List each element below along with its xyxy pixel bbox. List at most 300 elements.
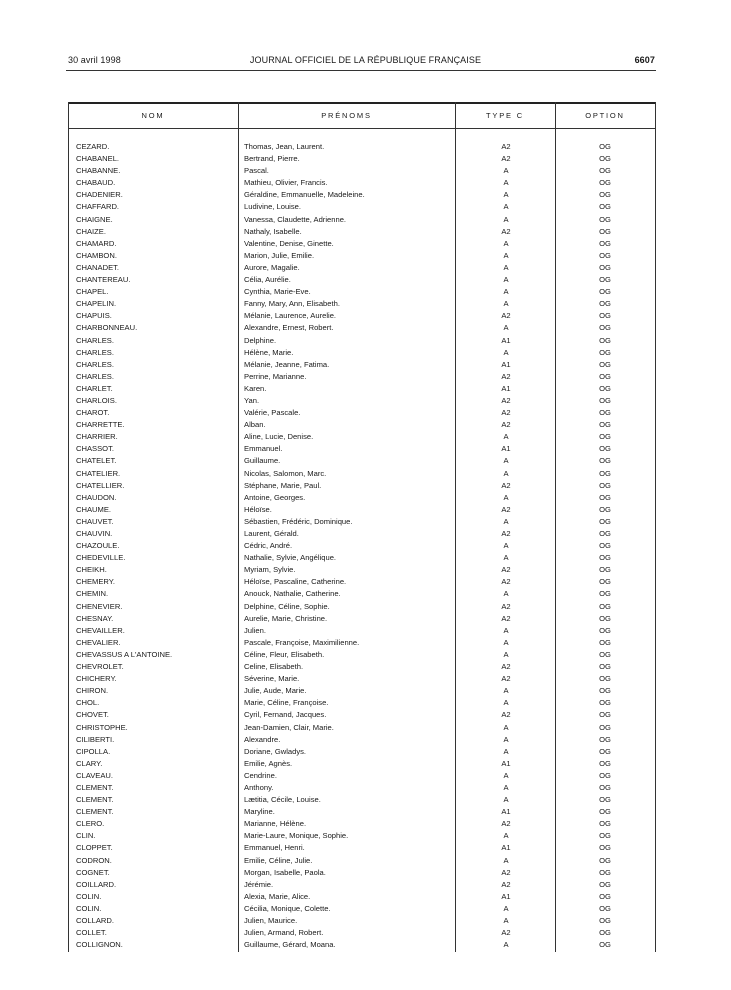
cell-nom: CHAROT. — [76, 408, 110, 418]
cell-option: OG — [599, 843, 611, 853]
cell-prenoms: Yan. — [244, 395, 260, 405]
cell-type: A — [503, 831, 509, 841]
cell-nom: CLEMENT. — [76, 807, 114, 817]
cell-prenoms: Guillaume. — [244, 456, 281, 466]
cell-prenoms: Valérie, Pascale. — [244, 408, 301, 418]
cell-type: A1 — [501, 444, 511, 454]
cell-nom: CHANTEREAU. — [76, 275, 131, 285]
table-row — [68, 673, 656, 685]
cell-option: OG — [599, 686, 611, 696]
cell-option: OG — [599, 589, 611, 599]
cell-nom: CIPOLLA. — [76, 746, 111, 756]
cell-type: A1 — [501, 807, 511, 817]
cell-prenoms: Laurent, Gérald. — [244, 529, 299, 538]
table-row — [68, 842, 656, 854]
cell-option: OG — [599, 940, 611, 950]
cell-nom: CHICHERY. — [76, 674, 117, 684]
cell-prenoms: Hélène, Marie. — [244, 347, 294, 357]
cell-option: OG — [599, 492, 611, 502]
cell-nom: CHAUVET. — [76, 516, 114, 526]
table-row — [68, 262, 656, 274]
table-row — [68, 153, 656, 165]
cell-nom: CLERO. — [76, 819, 105, 829]
cell-prenoms: Delphine. — [244, 335, 277, 345]
cell-nom: COILLARD. — [76, 879, 117, 889]
table-row — [68, 516, 656, 528]
cell-type: A2 — [501, 710, 511, 720]
cell-option: OG — [599, 782, 611, 792]
cell-prenoms: Anthony. — [244, 782, 274, 792]
cell-type: A2 — [501, 154, 511, 164]
cell-type: A — [503, 734, 509, 744]
table-row — [68, 794, 656, 806]
cell-prenoms: Emilie, Agnès. — [244, 758, 293, 768]
cell-type: A2 — [501, 613, 511, 623]
table-row — [68, 310, 656, 322]
table-row — [68, 903, 656, 915]
cell-option: OG — [599, 529, 611, 538]
cell-option: OG — [599, 819, 611, 829]
cell-type: A1 — [501, 335, 511, 345]
cell-type: A2 — [501, 142, 511, 151]
cell-option: OG — [599, 238, 611, 248]
cell-prenoms: Célia, Aurélie. — [244, 275, 291, 285]
cell-nom: CHAIZE. — [76, 226, 106, 236]
table-row — [68, 637, 656, 649]
table-row — [68, 250, 656, 262]
cell-option: OG — [599, 637, 611, 647]
cell-prenoms: Guillaume, Gérard, Moana. — [244, 940, 336, 950]
cell-type: A — [503, 795, 509, 805]
cell-nom: CHAFFARD. — [76, 202, 120, 212]
cell-prenoms: Cécilia, Monique, Colette. — [244, 903, 331, 913]
table-row — [68, 335, 656, 347]
cell-option: OG — [599, 468, 611, 478]
table-row — [68, 455, 656, 467]
cell-nom: COLIN. — [76, 903, 102, 913]
table-row — [68, 806, 656, 818]
cell-type: A2 — [501, 226, 511, 236]
cell-prenoms: Nathalie, Sylvie, Angélique. — [244, 553, 337, 563]
cell-type: A — [503, 202, 509, 212]
cell-option: OG — [599, 250, 611, 260]
cell-prenoms: Valentine, Denise, Ginette. — [244, 238, 334, 248]
cell-option: OG — [599, 674, 611, 684]
cell-nom: CHRISTOPHE. — [76, 722, 128, 732]
cell-option: OG — [599, 359, 611, 369]
cell-nom: CHARBONNEAU. — [76, 323, 138, 333]
column-header-type: TYPE C — [486, 110, 524, 120]
cell-option: OG — [599, 807, 611, 817]
cell-prenoms: Jean-Damien, Clair, Marie. — [244, 722, 334, 732]
cell-option: OG — [599, 928, 611, 938]
cell-option: OG — [599, 795, 611, 805]
cell-nom: CHARRIER. — [76, 432, 118, 442]
cell-option: OG — [599, 166, 611, 176]
cell-prenoms: Marie-Laure, Monique, Sophie. — [244, 831, 349, 841]
cell-type: A2 — [501, 420, 511, 430]
page-date: 30 avril 1998 — [68, 55, 121, 65]
cell-type: A — [503, 275, 509, 285]
table-row — [68, 468, 656, 480]
cell-type: A — [503, 238, 509, 248]
cell-prenoms: Héloïse. — [244, 504, 272, 514]
table-row — [68, 855, 656, 867]
cell-prenoms: Cendrine. — [244, 770, 277, 780]
cell-prenoms: Mélanie, Jeanne, Fatima. — [244, 359, 330, 369]
cell-prenoms: Cédric, André. — [244, 541, 293, 551]
cell-type: A2 — [501, 674, 511, 684]
cell-nom: CHIRON. — [76, 686, 109, 696]
cell-prenoms: Alexandre. — [244, 734, 281, 744]
cell-option: OG — [599, 420, 611, 430]
cell-nom: CHAUVIN. — [76, 529, 113, 538]
cell-type: A2 — [501, 529, 511, 538]
cell-type: A — [503, 456, 509, 466]
table-row — [68, 383, 656, 395]
cell-type: A — [503, 722, 509, 732]
column-header-prenoms: PRÉNOMS — [321, 110, 372, 120]
cell-type: A — [503, 432, 509, 442]
page-number: 6607 — [634, 55, 655, 65]
cell-type: A2 — [501, 371, 511, 381]
cell-type: A2 — [501, 879, 511, 889]
table-row — [68, 697, 656, 709]
cell-prenoms: Marion, Julie, Emilie. — [244, 250, 315, 260]
cell-option: OG — [599, 142, 611, 151]
cell-option: OG — [599, 831, 611, 841]
header-rule — [66, 70, 656, 71]
cell-type: A2 — [501, 867, 511, 877]
cell-nom: CHAMBON. — [76, 250, 117, 260]
cell-nom: CLIN. — [76, 831, 96, 841]
table-row — [68, 226, 656, 238]
table-row — [68, 443, 656, 455]
cell-nom: CHARLES. — [76, 335, 114, 345]
cell-prenoms: Cyril, Fernand, Jacques. — [244, 710, 327, 720]
cell-nom: CODRON. — [76, 855, 112, 865]
cell-type: A — [503, 637, 509, 647]
cell-option: OG — [599, 504, 611, 514]
cell-nom: CHABANEL. — [76, 154, 120, 164]
cell-option: OG — [599, 190, 611, 200]
cell-nom: CHATELET. — [76, 456, 117, 466]
cell-type: A — [503, 287, 509, 297]
cell-nom: CHANADET. — [76, 262, 120, 272]
cell-nom: CHAPEL. — [76, 287, 109, 297]
table-row — [68, 238, 656, 250]
cell-type: A1 — [501, 843, 511, 853]
cell-type: A2 — [501, 819, 511, 829]
cell-prenoms: Julien, Armand, Robert. — [244, 928, 324, 938]
cell-nom: CHATELLIER. — [76, 480, 125, 490]
cell-nom: COGNET. — [76, 867, 110, 877]
cell-prenoms: Perrine, Marianne. — [244, 371, 307, 381]
cell-nom: CHARLOIS. — [76, 395, 117, 405]
cell-nom: CHARLES. — [76, 347, 114, 357]
cell-prenoms: Julie, Aude, Marie. — [244, 686, 307, 696]
cell-nom: CHAIGNE. — [76, 214, 113, 224]
cell-nom: CLARY. — [76, 758, 103, 768]
cell-nom: CHESNAY. — [76, 613, 114, 623]
table-row — [68, 891, 656, 903]
cell-option: OG — [599, 649, 611, 659]
table-row — [68, 141, 656, 153]
cell-nom: COLLARD. — [76, 916, 114, 925]
cell-type: A — [503, 903, 509, 913]
table-row — [68, 879, 656, 891]
cell-type: A — [503, 323, 509, 333]
cell-type: A — [503, 166, 509, 176]
cell-prenoms: Marianne, Hélène. — [244, 819, 307, 829]
cell-type: A2 — [501, 504, 511, 514]
cell-nom: CHAMARD. — [76, 238, 117, 248]
cell-prenoms: Alban. — [244, 420, 266, 430]
cell-option: OG — [599, 214, 611, 224]
cell-prenoms: Pascal. — [244, 166, 269, 176]
cell-option: OG — [599, 432, 611, 442]
cell-option: OG — [599, 625, 611, 635]
table-row — [68, 504, 656, 516]
cell-option: OG — [599, 480, 611, 490]
cell-type: A1 — [501, 758, 511, 768]
cell-option: OG — [599, 770, 611, 780]
cell-nom: CLEMENT. — [76, 782, 114, 792]
cell-option: OG — [599, 903, 611, 913]
cell-option: OG — [599, 262, 611, 272]
cell-nom: CHAUDON. — [76, 492, 117, 502]
cell-option: OG — [599, 311, 611, 321]
cell-nom: CHAPUIS. — [76, 311, 112, 321]
cell-prenoms: Karen. — [244, 383, 267, 393]
cell-option: OG — [599, 456, 611, 466]
cell-nom: CHEVALIER. — [76, 637, 121, 647]
cell-option: OG — [599, 662, 611, 672]
cell-nom: CHOVET. — [76, 710, 109, 720]
table-row — [68, 625, 656, 637]
cell-type: A — [503, 553, 509, 563]
cell-type: A2 — [501, 577, 511, 587]
cell-nom: CHEVASSUS A L'ANTOINE. — [76, 649, 173, 659]
cell-option: OG — [599, 891, 611, 901]
cell-prenoms: Aline, Lucie, Denise. — [244, 432, 314, 442]
table-row — [68, 552, 656, 564]
table-row — [68, 939, 656, 951]
cell-type: A2 — [501, 928, 511, 938]
table-row — [68, 419, 656, 431]
cell-prenoms: Morgan, Isabelle, Paola. — [244, 867, 326, 877]
cell-nom: CHENEVIER. — [76, 601, 123, 611]
cell-prenoms: Céline, Fleur, Elisabeth. — [244, 649, 325, 659]
cell-prenoms: Alexandre, Ernest, Robert. — [244, 323, 334, 333]
cell-nom: CHABANNE. — [76, 166, 121, 176]
cell-prenoms: Celine, Elisabeth. — [244, 662, 304, 672]
cell-type: A2 — [501, 601, 511, 611]
cell-nom: COLIN. — [76, 891, 102, 901]
cell-nom: CHARLET. — [76, 383, 113, 393]
table-row — [68, 830, 656, 842]
cell-prenoms: Géraldine, Emmanuelle, Madeleine. — [244, 190, 365, 200]
table-row — [68, 189, 656, 201]
cell-type: A — [503, 746, 509, 756]
cell-option: OG — [599, 408, 611, 418]
cell-nom: CHADENIER. — [76, 190, 123, 200]
cell-type: A1 — [501, 891, 511, 901]
cell-prenoms: Doriane, Gwladys. — [244, 746, 307, 756]
cell-prenoms: Jérémie. — [244, 879, 274, 889]
cell-nom: CHEMIN. — [76, 589, 109, 599]
table-row — [68, 274, 656, 286]
cell-prenoms: Stéphane, Marie, Paul. — [244, 480, 322, 490]
table-row — [68, 540, 656, 552]
cell-nom: CEZARD. — [76, 142, 110, 151]
cell-nom: CHEMERY. — [76, 577, 115, 587]
cell-option: OG — [599, 722, 611, 732]
cell-option: OG — [599, 178, 611, 188]
cell-type: A — [503, 492, 509, 502]
cell-prenoms: Antoine, Georges. — [244, 492, 306, 502]
cell-prenoms: Vanessa, Claudette, Adrienne. — [244, 214, 347, 224]
cell-option: OG — [599, 553, 611, 563]
cell-prenoms: Emmanuel, Henri. — [244, 843, 305, 853]
cell-option: OG — [599, 565, 611, 575]
table-row — [68, 564, 656, 576]
table-row — [68, 480, 656, 492]
cell-type: A — [503, 686, 509, 696]
results-table — [68, 102, 656, 952]
cell-prenoms: Delphine, Céline, Sophie. — [244, 601, 330, 611]
cell-prenoms: Thomas, Jean, Laurent. — [244, 142, 325, 151]
table-row — [68, 758, 656, 770]
table-row — [68, 709, 656, 721]
cell-option: OG — [599, 395, 611, 405]
table-row — [68, 685, 656, 697]
table-row — [68, 431, 656, 443]
cell-nom: CILIBERTI. — [76, 734, 115, 744]
cell-nom: CHEIKH. — [76, 565, 107, 575]
table-row — [68, 286, 656, 298]
table-row — [68, 601, 656, 613]
cell-prenoms: Pascale, Françoise, Maximilienne. — [244, 637, 360, 647]
cell-nom: CHEVAILLER. — [76, 625, 125, 635]
table-row — [68, 347, 656, 359]
table-row — [68, 818, 656, 830]
cell-nom: CHEDEVILLE. — [76, 553, 126, 563]
cell-prenoms: Héloïse, Pascaline, Catherine. — [244, 577, 347, 587]
cell-type: A2 — [501, 408, 511, 418]
cell-nom: CHOL. — [76, 698, 100, 708]
cell-prenoms: Ludivine, Louise. — [244, 202, 301, 212]
cell-nom: CHEVROLET. — [76, 662, 124, 672]
cell-nom: CHARLES. — [76, 359, 114, 369]
cell-prenoms: Aurelie, Marie, Christine. — [244, 613, 328, 623]
table-row — [68, 782, 656, 794]
cell-nom: COLLIGNON. — [76, 940, 123, 950]
cell-option: OG — [599, 613, 611, 623]
table-body — [68, 141, 656, 951]
cell-prenoms: Sébastien, Frédéric, Dominique. — [244, 516, 353, 526]
cell-option: OG — [599, 879, 611, 889]
cell-nom: COLLET. — [76, 928, 107, 938]
cell-type: A — [503, 940, 509, 950]
cell-type: A — [503, 625, 509, 635]
cell-type: A — [503, 649, 509, 659]
cell-type: A — [503, 516, 509, 526]
table-row — [68, 201, 656, 213]
table-row — [68, 746, 656, 758]
cell-prenoms: Nicolas, Salomon, Marc. — [244, 468, 327, 478]
cell-type: A — [503, 916, 509, 925]
cell-type: A2 — [501, 395, 511, 405]
cell-type: A2 — [501, 565, 511, 575]
cell-type: A — [503, 589, 509, 599]
table-row — [68, 298, 656, 310]
cell-nom: CHATELIER. — [76, 468, 121, 478]
cell-prenoms: Myriam, Sylvie. — [244, 565, 296, 575]
cell-nom: CLAVEAU. — [76, 770, 113, 780]
cell-prenoms: Maryline. — [244, 807, 275, 817]
cell-nom: CLEMENT. — [76, 795, 114, 805]
table-row — [68, 588, 656, 600]
cell-prenoms: Emilie, Céline, Julie. — [244, 855, 313, 865]
column-header-option: OPTION — [585, 110, 625, 120]
cell-option: OG — [599, 577, 611, 587]
table-row — [68, 661, 656, 673]
cell-type: A2 — [501, 480, 511, 490]
table-row — [68, 867, 656, 879]
table-row — [68, 371, 656, 383]
cell-nom: CHAZOULE. — [76, 541, 120, 551]
journal-title: JOURNAL OFFICIEL DE LA RÉPUBLIQUE FRANÇAISE — [249, 55, 482, 65]
cell-option: OG — [599, 516, 611, 526]
cell-type: A1 — [501, 359, 511, 369]
cell-prenoms: Bertrand, Pierre. — [244, 154, 300, 164]
cell-type: A — [503, 299, 509, 309]
cell-prenoms: Aurore, Magalie. — [244, 262, 300, 272]
cell-option: OG — [599, 335, 611, 345]
table-row — [68, 649, 656, 661]
cell-nom: CHARRETTE. — [76, 420, 125, 430]
table-row — [68, 576, 656, 588]
cell-prenoms: Anouck, Nathalie, Catherine. — [244, 589, 341, 599]
cell-option: OG — [599, 698, 611, 708]
cell-option: OG — [599, 710, 611, 720]
cell-type: A — [503, 855, 509, 865]
cell-option: OG — [599, 867, 611, 877]
cell-type: A2 — [501, 311, 511, 321]
cell-option: OG — [599, 287, 611, 297]
cell-type: A — [503, 190, 509, 200]
cell-type: A — [503, 262, 509, 272]
cell-option: OG — [599, 916, 611, 925]
table-row — [68, 407, 656, 419]
cell-prenoms: Mathieu, Olivier, Francis. — [244, 178, 328, 188]
cell-prenoms: Nathaly, Isabelle. — [244, 226, 302, 236]
table-row — [68, 734, 656, 746]
cell-option: OG — [599, 855, 611, 865]
cell-prenoms: Alexia, Marie, Alice. — [244, 891, 311, 901]
cell-prenoms: Marie, Céline, Françoise. — [244, 698, 329, 708]
table-row — [68, 492, 656, 504]
cell-prenoms: Fanny, Mary, Ann, Elisabeth. — [244, 299, 340, 309]
cell-option: OG — [599, 383, 611, 393]
cell-option: OG — [599, 202, 611, 212]
table-row — [68, 177, 656, 189]
cell-nom: CLOPPET. — [76, 843, 113, 853]
cell-option: OG — [599, 444, 611, 454]
table-row — [68, 722, 656, 734]
cell-type: A — [503, 468, 509, 478]
